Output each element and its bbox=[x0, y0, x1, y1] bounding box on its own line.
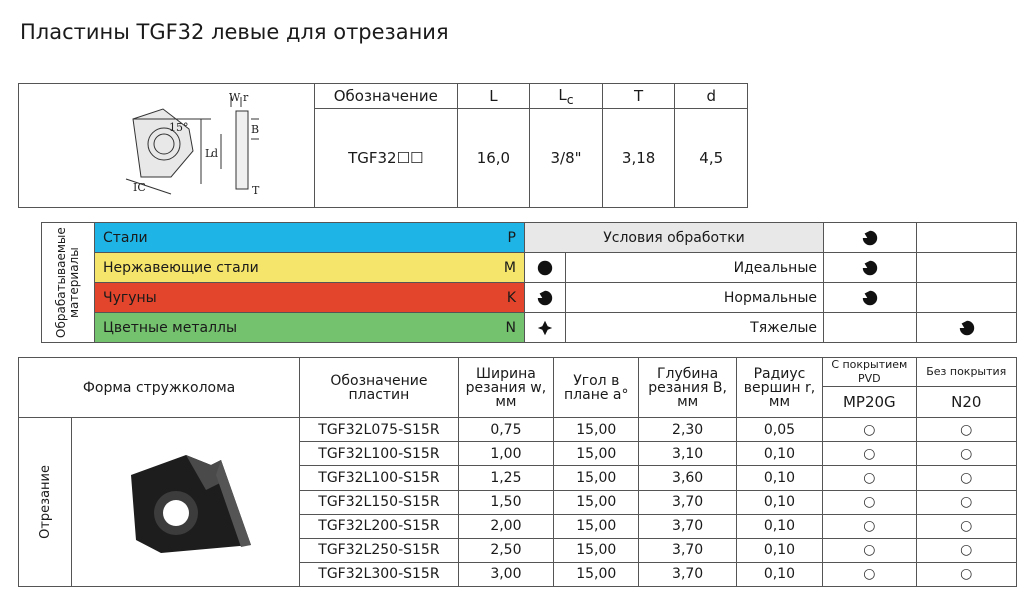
conditions-header: Условия обработки bbox=[525, 223, 824, 253]
row-w: 3,00 bbox=[458, 562, 553, 586]
empty-cell bbox=[917, 283, 1017, 313]
row-a: 15,00 bbox=[554, 514, 639, 538]
empty-cell bbox=[917, 223, 1017, 253]
spec-header-d: d bbox=[675, 84, 748, 109]
material-name: Нержавеющие стали bbox=[103, 259, 259, 276]
angle-header: Угол в плане a° bbox=[554, 358, 639, 418]
spec-header-lc bbox=[530, 84, 603, 109]
row-code: TGF32L150-S15R bbox=[300, 490, 459, 514]
spec-header-lc-sub: c bbox=[566, 91, 574, 107]
row-r: 0,10 bbox=[736, 514, 822, 538]
spec-value-l: 16,0 bbox=[457, 109, 530, 208]
spec-header-t: T bbox=[602, 84, 675, 109]
swirl-icon bbox=[861, 229, 879, 247]
row-r: 0,10 bbox=[736, 442, 822, 466]
material-name: Чугуны bbox=[103, 289, 157, 306]
row-pvd: ○ bbox=[823, 514, 916, 538]
products-table bbox=[18, 357, 1017, 587]
material-code: M bbox=[503, 259, 516, 276]
insert-diagram bbox=[71, 89, 261, 199]
material-row-p bbox=[95, 223, 525, 253]
row-w: 2,50 bbox=[458, 538, 553, 562]
row-a: 15,00 bbox=[554, 490, 639, 514]
material-row-k bbox=[95, 283, 525, 313]
row-n20: ○ bbox=[916, 514, 1016, 538]
condition-normal: Нормальные bbox=[566, 283, 824, 313]
group-label-cell bbox=[19, 418, 72, 587]
spec-header-designation: Обозначение bbox=[314, 84, 457, 109]
label-r: r bbox=[243, 90, 249, 104]
group-label: Отрезание bbox=[37, 465, 53, 540]
condition-icon-cell bbox=[824, 283, 917, 313]
spec-value-t: 3,18 bbox=[602, 109, 675, 208]
spec-value-lc: 3/8" bbox=[530, 109, 603, 208]
condition-icon-cell bbox=[525, 283, 566, 313]
material-row-n bbox=[95, 313, 525, 343]
row-b: 3,70 bbox=[639, 514, 736, 538]
row-b: 3,70 bbox=[639, 562, 736, 586]
swirl-icon bbox=[861, 289, 879, 307]
row-pvd: ○ bbox=[823, 490, 916, 514]
chip-form-header: Форма стружколома bbox=[19, 358, 300, 418]
row-r: 0,05 bbox=[736, 418, 822, 442]
row-b: 2,30 bbox=[639, 418, 736, 442]
pvd-grade: MP20G bbox=[823, 387, 916, 418]
spec-table bbox=[18, 83, 748, 208]
row-n20: ○ bbox=[916, 442, 1016, 466]
row-b: 3,70 bbox=[639, 538, 736, 562]
heavy-icon bbox=[536, 319, 554, 337]
material-code: K bbox=[506, 289, 516, 306]
row-pvd: ○ bbox=[823, 562, 916, 586]
row-w: 0,75 bbox=[458, 418, 553, 442]
chip-form-image-cell bbox=[72, 418, 300, 587]
spec-value-designation: TGF32☐☐ bbox=[314, 109, 457, 208]
label-angle: 15° bbox=[169, 120, 189, 134]
row-w: 1,25 bbox=[458, 466, 553, 490]
row-a: 15,00 bbox=[554, 562, 639, 586]
row-w: 2,00 bbox=[458, 514, 553, 538]
material-name: Стали bbox=[103, 229, 148, 246]
materials-table bbox=[41, 222, 1017, 343]
label-ic: IC bbox=[133, 180, 147, 194]
uncoated-grade: N20 bbox=[916, 387, 1016, 418]
row-a: 15,00 bbox=[554, 418, 639, 442]
material-row-m bbox=[95, 253, 525, 283]
row-pvd: ○ bbox=[823, 538, 916, 562]
row-code: TGF32L075-S15R bbox=[300, 418, 459, 442]
row-code: TGF32L250-S15R bbox=[300, 538, 459, 562]
spec-value-d: 4,5 bbox=[675, 109, 748, 208]
row-r: 0,10 bbox=[736, 562, 822, 586]
empty-cell bbox=[917, 253, 1017, 283]
label-l: L bbox=[205, 146, 213, 160]
row-r: 0,10 bbox=[736, 538, 822, 562]
radius-header: Радиус вершин r, мм bbox=[736, 358, 822, 418]
swirl-icon bbox=[861, 259, 879, 277]
row-b: 3,60 bbox=[639, 466, 736, 490]
label-w: W bbox=[229, 90, 241, 104]
row-r: 0,10 bbox=[736, 466, 822, 490]
ideal-circle-icon bbox=[536, 259, 554, 277]
row-n20: ○ bbox=[916, 490, 1016, 514]
row-code: TGF32L300-S15R bbox=[300, 562, 459, 586]
condition-icon-cell bbox=[824, 223, 917, 253]
condition-heavy: Тяжелые bbox=[566, 313, 824, 343]
depth-header: Глубина резания B, мм bbox=[639, 358, 736, 418]
row-b: 3,70 bbox=[639, 490, 736, 514]
condition-ideal: Идеальные bbox=[566, 253, 824, 283]
insert-photo bbox=[111, 435, 261, 565]
row-n20: ○ bbox=[916, 466, 1016, 490]
insert-diagram-cell bbox=[19, 84, 315, 208]
row-w: 1,50 bbox=[458, 490, 553, 514]
condition-icon-cell bbox=[525, 253, 566, 283]
row-n20: ○ bbox=[916, 418, 1016, 442]
condition-icon-cell bbox=[525, 313, 566, 343]
row-r: 0,10 bbox=[736, 490, 822, 514]
page-title: Пластины TGF32 левые для отрезания bbox=[20, 20, 449, 44]
designation-header: Обозначение пластин bbox=[300, 358, 459, 418]
uncoated-header: Без покрытия bbox=[916, 358, 1016, 387]
row-pvd: ○ bbox=[823, 418, 916, 442]
row-n20: ○ bbox=[916, 538, 1016, 562]
materials-side-label: Обрабатываемые материалы bbox=[54, 226, 81, 338]
label-d: d bbox=[211, 146, 219, 160]
pvd-header: С покрытием PVD bbox=[823, 358, 916, 387]
row-a: 15,00 bbox=[554, 466, 639, 490]
material-name: Цветные металлы bbox=[103, 319, 238, 336]
spec-header-lc-main: L bbox=[558, 85, 567, 104]
row-w: 1,00 bbox=[458, 442, 553, 466]
normal-swirl-icon bbox=[536, 289, 554, 307]
row-code: TGF32L200-S15R bbox=[300, 514, 459, 538]
material-code: N bbox=[505, 319, 516, 336]
row-b: 3,10 bbox=[639, 442, 736, 466]
spec-header-l: L bbox=[457, 84, 530, 109]
row-n20: ○ bbox=[916, 562, 1016, 586]
row-pvd: ○ bbox=[823, 442, 916, 466]
row-code: TGF32L100-S15R bbox=[300, 442, 459, 466]
condition-icon-cell bbox=[917, 313, 1017, 343]
row-a: 15,00 bbox=[554, 442, 639, 466]
materials-side-label-cell bbox=[42, 223, 95, 343]
row-code: TGF32L100-S15R bbox=[300, 466, 459, 490]
label-b: B bbox=[251, 122, 260, 136]
row-a: 15,00 bbox=[554, 538, 639, 562]
table-row bbox=[19, 418, 1017, 442]
condition-icon-cell bbox=[824, 253, 917, 283]
row-pvd: ○ bbox=[823, 466, 916, 490]
swirl-icon bbox=[958, 319, 976, 337]
width-header: Ширина резания w, мм bbox=[458, 358, 553, 418]
empty-cell bbox=[824, 313, 917, 343]
material-code: P bbox=[507, 229, 516, 246]
label-t: T bbox=[252, 183, 260, 197]
